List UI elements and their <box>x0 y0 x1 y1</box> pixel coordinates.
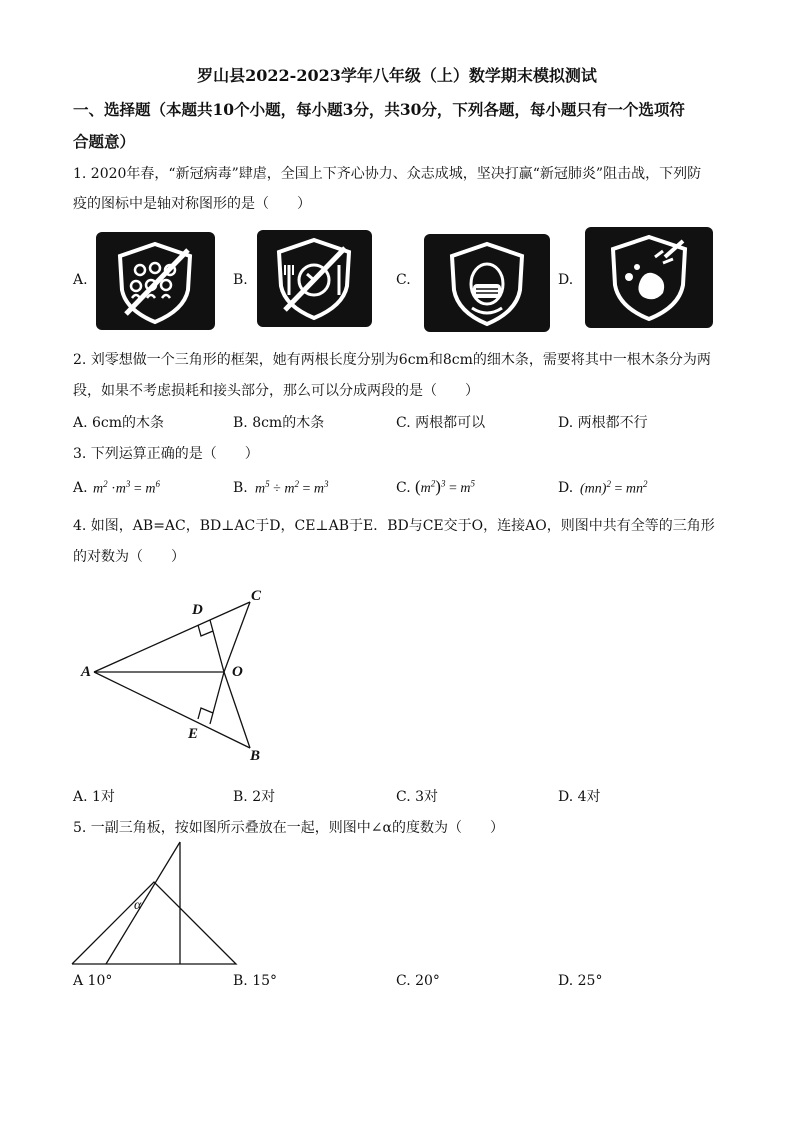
q2-option-b: B. 8cm的木条 <box>233 415 325 431</box>
q1-text-line2: 疫的图标中是轴对称图形的是（ ） <box>73 196 311 212</box>
face-mask-shield-icon <box>424 234 550 332</box>
q1-option-c-label: C. <box>396 272 411 288</box>
q3-text: 3. 下列运算正确的是（ ） <box>73 446 259 462</box>
point-label-d: D <box>192 602 203 618</box>
q2-text-line1: 2. 刘零想做一个三角形的框架，她有两根长度分别为6cm和8cm的细木条，需要将其中一根木条分为两 <box>73 352 711 368</box>
q3-option-d-expr: $(mn)^2 = mn^2$ <box>580 479 648 497</box>
triangle-45 <box>72 882 236 964</box>
q3-option-a-expr: $m^2 \cdot m^3 = m^6$ <box>93 479 160 497</box>
q1-text-line1: 1. 2020年春，“新冠病毒”肆虐，全国上下齐心协力、众志成城，坚决打赢“新冠肺炎”阻击战，下列防 <box>73 166 702 182</box>
segment-bd <box>210 620 250 748</box>
page-title: 罗山县2022-2023学年八年级（上）数学期末模拟测试 <box>197 66 597 85</box>
q1-option-d-label: D. <box>558 272 574 288</box>
q4-text-line1: 4. 如图，AB=AC，BD⊥AC于D，CE⊥AB于E．BD与CE交于O，连接AO，则图中共有全等的三角形 <box>73 518 715 534</box>
q4-option-b: B. 2对 <box>233 789 276 805</box>
q5-option-d: D. 25° <box>558 973 603 989</box>
triangle-30-hypotenuse <box>106 842 180 964</box>
right-angle-d <box>198 625 213 636</box>
q2-option-c: C. 两根都可以 <box>396 415 486 431</box>
right-angle-e <box>198 708 213 719</box>
q2-option-d: D. 两根都不行 <box>558 415 648 431</box>
q3-option-b-label: B. <box>233 480 248 496</box>
q5-set-squares-figure <box>68 840 258 970</box>
point-label-o: O <box>232 664 243 680</box>
q4-text-line2: 的对数为（ ） <box>73 549 185 565</box>
point-label-e: E <box>188 726 199 742</box>
q5-option-a: A 10° <box>73 973 113 989</box>
q5-option-b: B. 15° <box>233 973 278 989</box>
q4-triangle-figure <box>70 580 280 770</box>
crowd-prohibited-shield-icon <box>96 232 215 330</box>
q4-option-a: A. 1对 <box>73 789 115 805</box>
q3-option-c-expr: $(m^2)^3 = m^5$ <box>415 477 475 496</box>
point-label-c: C <box>251 588 262 604</box>
q3-option-c-label: C. <box>396 480 411 496</box>
q4-option-c: C. 3对 <box>396 789 439 805</box>
q1-option-a-label: A. <box>73 272 88 288</box>
point-label-b: B <box>250 748 261 764</box>
section-heading-line2: 合题意） <box>73 132 136 151</box>
segment-eo <box>210 672 224 724</box>
angle-alpha-label: α <box>134 898 142 913</box>
q2-option-a: A. 6cm的木条 <box>73 415 165 431</box>
q4-option-d: D. 4对 <box>558 789 601 805</box>
q3-option-a-label: A. <box>73 480 88 496</box>
section-heading-line1: 一、选择题（本题共10个小题，每小题3分，共30分，下列各题，每小题只有一个选项符 <box>73 100 685 119</box>
q1-option-b-label: B. <box>233 272 248 288</box>
q5-option-c: C. 20° <box>396 973 440 989</box>
segment-ab <box>94 672 250 748</box>
q2-text-line2: 段，如果不考虑损耗和接头部分，那么可以分成两段的是（ ） <box>73 383 479 399</box>
q3-option-d-label: D. <box>558 480 574 496</box>
q3-option-b-expr: $m^5 \div m^2 = m^3$ <box>255 479 329 497</box>
segment-ac <box>94 602 250 672</box>
point-label-a: A <box>81 664 92 680</box>
hand-washing-shield-icon <box>585 227 713 328</box>
q5-text: 5. 一副三角板，按如图所示叠放在一起，则图中∠α的度数为（ ） <box>73 820 504 836</box>
no-wild-animal-eating-shield-icon <box>257 230 372 327</box>
